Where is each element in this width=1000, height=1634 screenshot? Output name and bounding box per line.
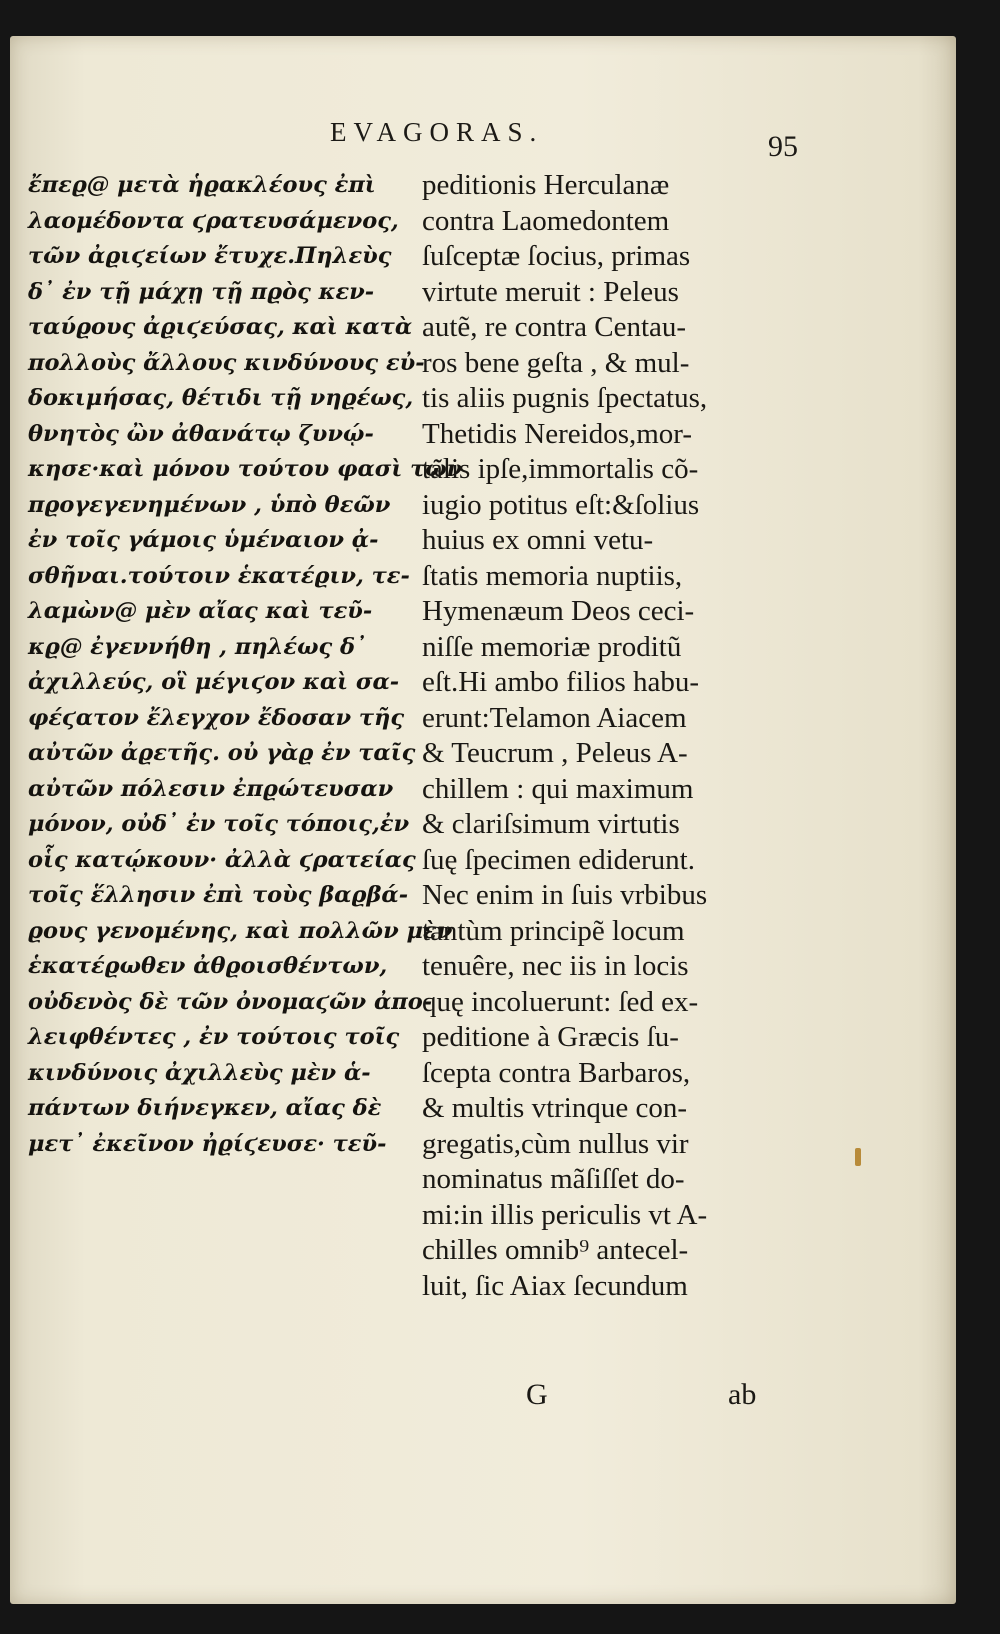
greek-line: πολλοὺς ἄλλους κινδύνους εὐ- [28,349,425,376]
greek-line: φέϛατον ἔλεγχον ἔδοσαν τῆς [28,704,405,731]
latin-line: Hymenæum Deos ceci- [422,595,695,627]
greek-line: πάντων διήνεγκεν, αἴας δὲ [28,1095,382,1121]
latin-line: quę incoluerunt: ſed ex- [422,985,699,1018]
latin-line: talis ipſe,immortalis cõ- [422,453,699,485]
running-header-title: EVAGORAS. [330,117,544,147]
greek-line: τοῖς ἕλλησιν ἐπὶ τοὺς βαϱβά- [28,882,409,908]
latin-line: Nec enim in ſuis vrbibus [422,879,708,911]
greek-line: θνητὸς ὢν ἀθανάτῳ ζυνῴ- [28,420,374,447]
greek-line: κϱ@ ἐγεννήθη , πηλέως δ᾽ [28,633,367,660]
greek-line: τῶν ἀϱιϛείων ἔτυχε.Πηλεὺς [28,243,392,269]
page-number: 95 [768,130,798,163]
latin-line: tenuêre, nec iis in locis [422,950,689,982]
latin-line: & clariſsimum virtutis [422,808,680,840]
greek-line: ἀχιλλεύς, οἳ μέγιϛον καὶ σα- [28,669,400,695]
latin-line: ros bene geſta , & mul- [422,346,690,379]
greek-line: λειφθέντες , ἐν τούτοις τοῖς [28,1024,400,1050]
greek-line: λαμὼν@ μὲν αἴας καὶ τεῦ- [28,598,373,624]
latin-line: Thetidis Nereidos,mor- [422,417,693,450]
latin-line: tantùm principẽ locum [422,914,685,947]
latin-line: contra Laomedontem [422,204,670,237]
catchword: ab [728,1378,757,1411]
greek-line: κησε·καὶ μόνου τούτου φασὶ τῶν [28,456,463,482]
latin-line: & multis vtrinque con- [422,1092,687,1124]
latin-line: gregatis,cùm nullus vir [422,1127,689,1160]
greek-line: κινδύνοις ἀχιλλεὺς μὲν ἁ- [28,1059,371,1086]
greek-line: λαομέδοντα ϛρατευσάμενος, [28,207,399,234]
greek-line: μετ᾽ ἐκεῖνον ἠϱίϛευσε· τεῦ- [28,1130,387,1157]
greek-line: δ᾽ ἐν τῇ μάχῃ τῇ πϱὸς κεν- [28,278,375,305]
greek-line: οἷς κατῴκουν· ἀλλὰ ϛρατείας [28,846,416,873]
latin-line: virtute meruit : Peleus [422,275,679,308]
latin-line: peditione à Græcis ſu- [422,1021,679,1053]
greek-line: πϱογεγενημένων , ὑπὸ θεῶν [28,491,391,518]
latin-line: autẽ, re contra Centau- [422,311,687,343]
greek-line: αὐτῶν πόλεσιν ἐπϱώτευσαν [28,775,394,802]
latin-line: luit, ſic Aiax ſecundum [422,1269,688,1302]
latin-line: erunt:Telamon Aiacem [422,701,687,734]
latin-line: ſuę ſpecimen ediderunt. [422,843,695,876]
latin-line: nominatus mãſiſſet do- [422,1163,685,1195]
greek-line: ταύϱους ἀϱιϛεύσας, καὶ κατὰ [28,314,413,340]
margin-ink-mark [855,1148,861,1166]
latin-line: mi:in illis periculis vt A- [422,1198,708,1231]
latin-text-column [422,168,812,1304]
latin-line: ſtatis memoria nuptiis, [422,559,683,592]
latin-line: eſt.Hi ambo filios habu- [422,666,700,698]
latin-line: & Teucrum , Peleus A- [422,737,688,769]
greek-line: δοκιμήσας, θέτιδι τῇ νηϱέως, [28,385,414,411]
signature-mark: G [526,1378,548,1411]
latin-line: tis aliis pugnis ſpectatus, [422,382,708,414]
greek-line: ἑκατέϱωθεν ἀθϱοισθέντων, [28,953,388,979]
greek-line: ἐν τοῖς γάμοις ὑμέναιον ᾀ- [28,527,379,553]
latin-line: chilles omnib⁹ antecel- [422,1234,689,1266]
greek-line: σθῆναι.τούτοιν ἑκατέϱιν, τε- [28,562,410,589]
latin-line: peditionis Herculanæ [422,169,670,201]
latin-line: chillem : qui maximum [422,772,694,805]
latin-line: huius ex omni vetu- [422,524,654,556]
latin-line: niſſe memoriæ proditũ [422,630,682,663]
greek-line: ἔπεϱ@ μετὰ ἡϱακλέους ἐπὶ [28,172,376,198]
greek-line: μόνον, οὐδ᾽ ἐν τοῖς τόποις,ἐν [28,811,410,837]
greek-text-column [28,168,463,1162]
greek-line: αὐτῶν ἀϱετῆς. οὐ γὰϱ ἐν ταῖς [28,740,416,766]
greek-line: ϱους γενομένης, καὶ πολλῶν μὲν [28,917,453,944]
greek-line: οὐδενὸς δὲ τῶν ὀνομαϛῶν ἀπο- [28,988,433,1015]
latin-line: ſuſceptæ ſocius, primas [422,240,691,272]
latin-line: ſcepta contra Barbaros, [422,1056,691,1089]
latin-line: iugio potitus eſt:&ſolius [422,488,700,521]
